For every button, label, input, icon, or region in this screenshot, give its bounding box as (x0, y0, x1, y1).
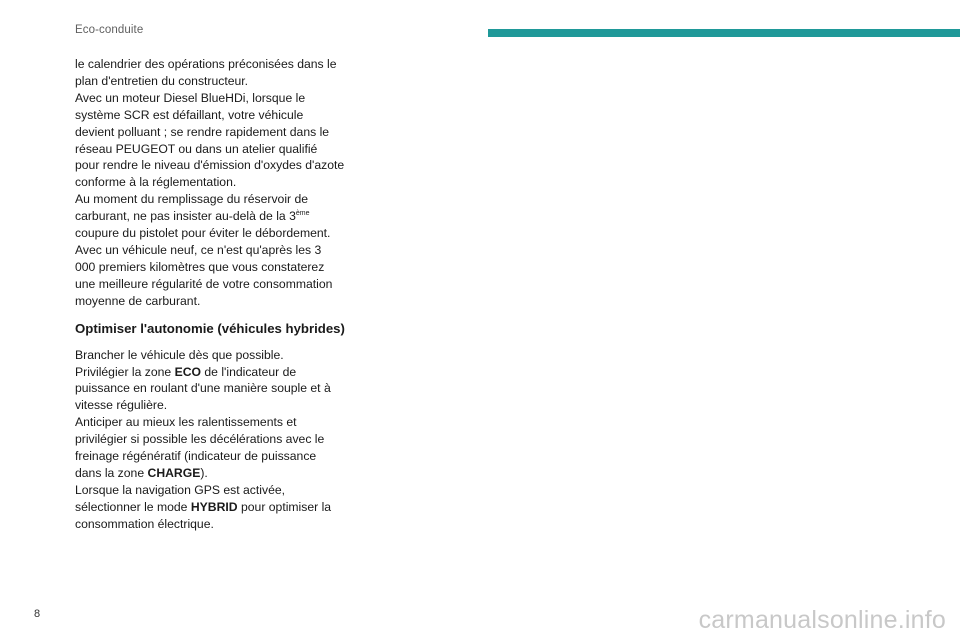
paragraph-plug-in: Brancher le véhicule dès que possible. (75, 347, 284, 362)
charge-zone-label: CHARGE (147, 465, 201, 480)
section-accent-bar (488, 29, 960, 37)
paragraph-refuelling (75, 191, 345, 242)
section-title: Eco-conduite (75, 24, 144, 36)
ordinal-superscript: ème (295, 210, 310, 218)
paragraph-gps-hybrid-mode: Lorsque la navigation GPS est activée, sélectionner le mode HYBRID pour optimiser la consommation électrique. (75, 482, 332, 531)
page-number: 8 (34, 608, 41, 620)
paragraph-scr-system: Avec un moteur Diesel BlueHDi, lorsque le système SCR est défaillant, votre véhicule devient polluant ; se rendre rapidement dans le réseau PEUGEOT ou dans un atelier qualifié pour rendre le niveau d'émission d'oxydes d'azote conforme à la réglementation. (75, 90, 345, 190)
paragraph-maintenance-schedule: le calendrier des opérations préconisées dans le plan d'entretien du constructeur. (75, 57, 337, 88)
eco-zone-label: ECO (174, 364, 201, 379)
paragraph-eco-zone: Privilégier la zone ECO de l'indicateur de puissance en roulant d'une manière souple et à vitesse régulière. (75, 364, 331, 413)
site-watermark: carmanualsonline.info (698, 606, 946, 634)
hybrid-mode-label: HYBRID (190, 499, 238, 514)
refuelling-text-start: Au moment du remplissage du réservoir de carburant, ne pas insister au-delà de la 3 (75, 192, 309, 224)
paragraph-new-vehicle: Avec un véhicule neuf, ce n'est qu'après les 3 000 premiers kilomètres que vous constaterez une meilleure régularité de votre consommation moyenne de carburant. (75, 242, 333, 308)
section-heading-hybrid-range: Optimiser l'autonomie (véhicules hybrides) (75, 320, 345, 336)
refuelling-text-end: coupure du pistolet pour éviter le débordement. (75, 226, 331, 241)
paragraph-regenerative-braking: Anticiper au mieux les ralentissements et privilégier si possible les décélérations avec le freinage régénératif (indicateur de puissance dans la zone CHARGE). (75, 415, 325, 480)
document-body (75, 56, 345, 533)
